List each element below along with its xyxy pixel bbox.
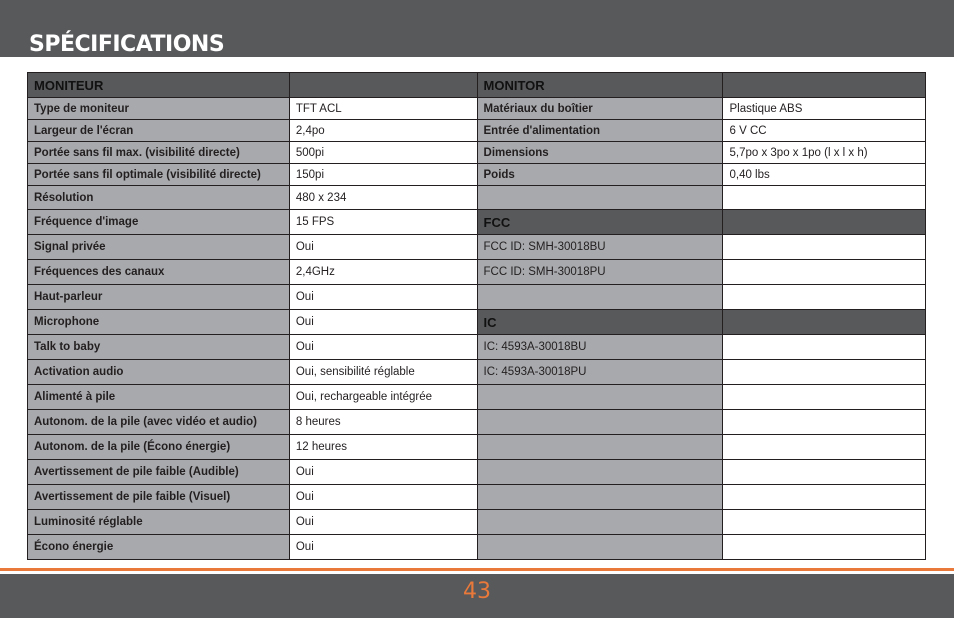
table-row bbox=[28, 260, 926, 285]
fcc-id: FCC ID: SMH-30018BU bbox=[477, 235, 723, 260]
spec-label: Écono énergie bbox=[28, 535, 290, 560]
table-row bbox=[28, 235, 926, 260]
blank-cell bbox=[723, 460, 926, 485]
spec-value: 480 x 234 bbox=[289, 186, 477, 210]
spec-label: Fréquence d'image bbox=[28, 210, 290, 235]
blank-cell bbox=[723, 435, 926, 460]
right-heading: MONITOR bbox=[477, 73, 723, 98]
table-row bbox=[28, 485, 926, 510]
fcc-id: FCC ID: SMH-30018PU bbox=[477, 260, 723, 285]
blank-cell bbox=[723, 335, 926, 360]
spec-label: Haut-parleur bbox=[28, 285, 290, 310]
spec-value: 500pi bbox=[289, 142, 477, 164]
spec-value: 150pi bbox=[289, 164, 477, 186]
spec-label: Microphone bbox=[28, 310, 290, 335]
blank-cell bbox=[477, 285, 723, 310]
table-row bbox=[28, 410, 926, 435]
spec-label: Autonom. de la pile (Écono énergie) bbox=[28, 435, 290, 460]
spec-label-right: Matériaux du boîtier bbox=[477, 98, 723, 120]
table-row bbox=[28, 98, 926, 120]
spec-value-right: 5,7po x 3po x 1po (l x l x h) bbox=[723, 142, 926, 164]
table-row bbox=[28, 210, 926, 235]
table-row bbox=[28, 285, 926, 310]
spec-label: Alimenté à pile bbox=[28, 385, 290, 410]
right-heading-blank bbox=[723, 73, 926, 98]
blank-cell bbox=[477, 435, 723, 460]
footer-accent-line bbox=[0, 568, 954, 571]
table-row bbox=[28, 510, 926, 535]
spec-value: Oui bbox=[289, 460, 477, 485]
spec-label: Fréquences des canaux bbox=[28, 260, 290, 285]
ic-id: IC: 4593A-30018BU bbox=[477, 335, 723, 360]
spec-value: 2,4GHz bbox=[289, 260, 477, 285]
table-row bbox=[28, 435, 926, 460]
fcc-heading-blank bbox=[723, 210, 926, 235]
spec-label: Type de moniteur bbox=[28, 98, 290, 120]
blank-cell bbox=[723, 485, 926, 510]
fcc-heading: FCC bbox=[477, 210, 723, 235]
blank-cell bbox=[477, 410, 723, 435]
spec-value: 15 FPS bbox=[289, 210, 477, 235]
page-number: 43 bbox=[463, 579, 491, 604]
table-row bbox=[28, 385, 926, 410]
blank-cell bbox=[477, 186, 723, 210]
page-title: SPÉCIFICATIONS bbox=[29, 32, 225, 57]
ic-heading: IC bbox=[477, 310, 723, 335]
spec-label: Résolution bbox=[28, 186, 290, 210]
spec-label: Autonom. de la pile (avec vidéo et audio) bbox=[28, 410, 290, 435]
blank-cell bbox=[723, 410, 926, 435]
spec-value: Oui bbox=[289, 235, 477, 260]
blank-cell bbox=[723, 186, 926, 210]
table-row bbox=[28, 460, 926, 485]
blank-cell bbox=[723, 260, 926, 285]
blank-cell bbox=[723, 510, 926, 535]
blank-cell bbox=[477, 510, 723, 535]
spec-value: Oui, rechargeable intégrée bbox=[289, 385, 477, 410]
spec-label-right: Dimensions bbox=[477, 142, 723, 164]
blank-cell bbox=[477, 460, 723, 485]
spec-table bbox=[27, 72, 926, 560]
spec-label: Luminosité réglable bbox=[28, 510, 290, 535]
spec-label-right: Poids bbox=[477, 164, 723, 186]
spec-value: Oui bbox=[289, 510, 477, 535]
spec-value: Oui bbox=[289, 335, 477, 360]
table-row bbox=[28, 164, 926, 186]
blank-cell bbox=[723, 535, 926, 560]
spec-label: Portée sans fil max. (visibilité directe) bbox=[28, 142, 290, 164]
table-row bbox=[28, 310, 926, 335]
spec-value-right: 6 V CC bbox=[723, 120, 926, 142]
spec-value: Oui bbox=[289, 535, 477, 560]
table-row bbox=[28, 335, 926, 360]
table-row bbox=[28, 142, 926, 164]
spec-label: Avertissement de pile faible (Visuel) bbox=[28, 485, 290, 510]
ic-id: IC: 4593A-30018PU bbox=[477, 360, 723, 385]
spec-value: 12 heures bbox=[289, 435, 477, 460]
spec-label: Activation audio bbox=[28, 360, 290, 385]
left-heading-blank bbox=[289, 73, 477, 98]
table-row bbox=[28, 535, 926, 560]
table-row bbox=[28, 120, 926, 142]
spec-value: Oui, sensibilité réglable bbox=[289, 360, 477, 385]
spec-value-right: Plastique ABS bbox=[723, 98, 926, 120]
ic-heading-blank bbox=[723, 310, 926, 335]
spec-value: TFT ACL bbox=[289, 98, 477, 120]
spec-value: 8 heures bbox=[289, 410, 477, 435]
blank-cell bbox=[723, 285, 926, 310]
table-row bbox=[28, 186, 926, 210]
spec-value: Oui bbox=[289, 285, 477, 310]
spec-value-right: 0,40 lbs bbox=[723, 164, 926, 186]
blank-cell bbox=[477, 535, 723, 560]
spec-label: Talk to baby bbox=[28, 335, 290, 360]
spec-label: Signal privée bbox=[28, 235, 290, 260]
blank-cell bbox=[723, 385, 926, 410]
spec-label: Avertissement de pile faible (Audible) bbox=[28, 460, 290, 485]
blank-cell bbox=[723, 235, 926, 260]
table-header-row bbox=[28, 73, 926, 98]
spec-value: Oui bbox=[289, 485, 477, 510]
spec-label: Largeur de l'écran bbox=[28, 120, 290, 142]
table-row bbox=[28, 360, 926, 385]
left-heading: MONITEUR bbox=[28, 73, 290, 98]
spec-value: 2,4po bbox=[289, 120, 477, 142]
blank-cell bbox=[723, 360, 926, 385]
spec-label-right: Entrée d'alimentation bbox=[477, 120, 723, 142]
blank-cell bbox=[477, 385, 723, 410]
spec-value: Oui bbox=[289, 310, 477, 335]
blank-cell bbox=[477, 485, 723, 510]
spec-label: Portée sans fil optimale (visibilité directe) bbox=[28, 164, 290, 186]
